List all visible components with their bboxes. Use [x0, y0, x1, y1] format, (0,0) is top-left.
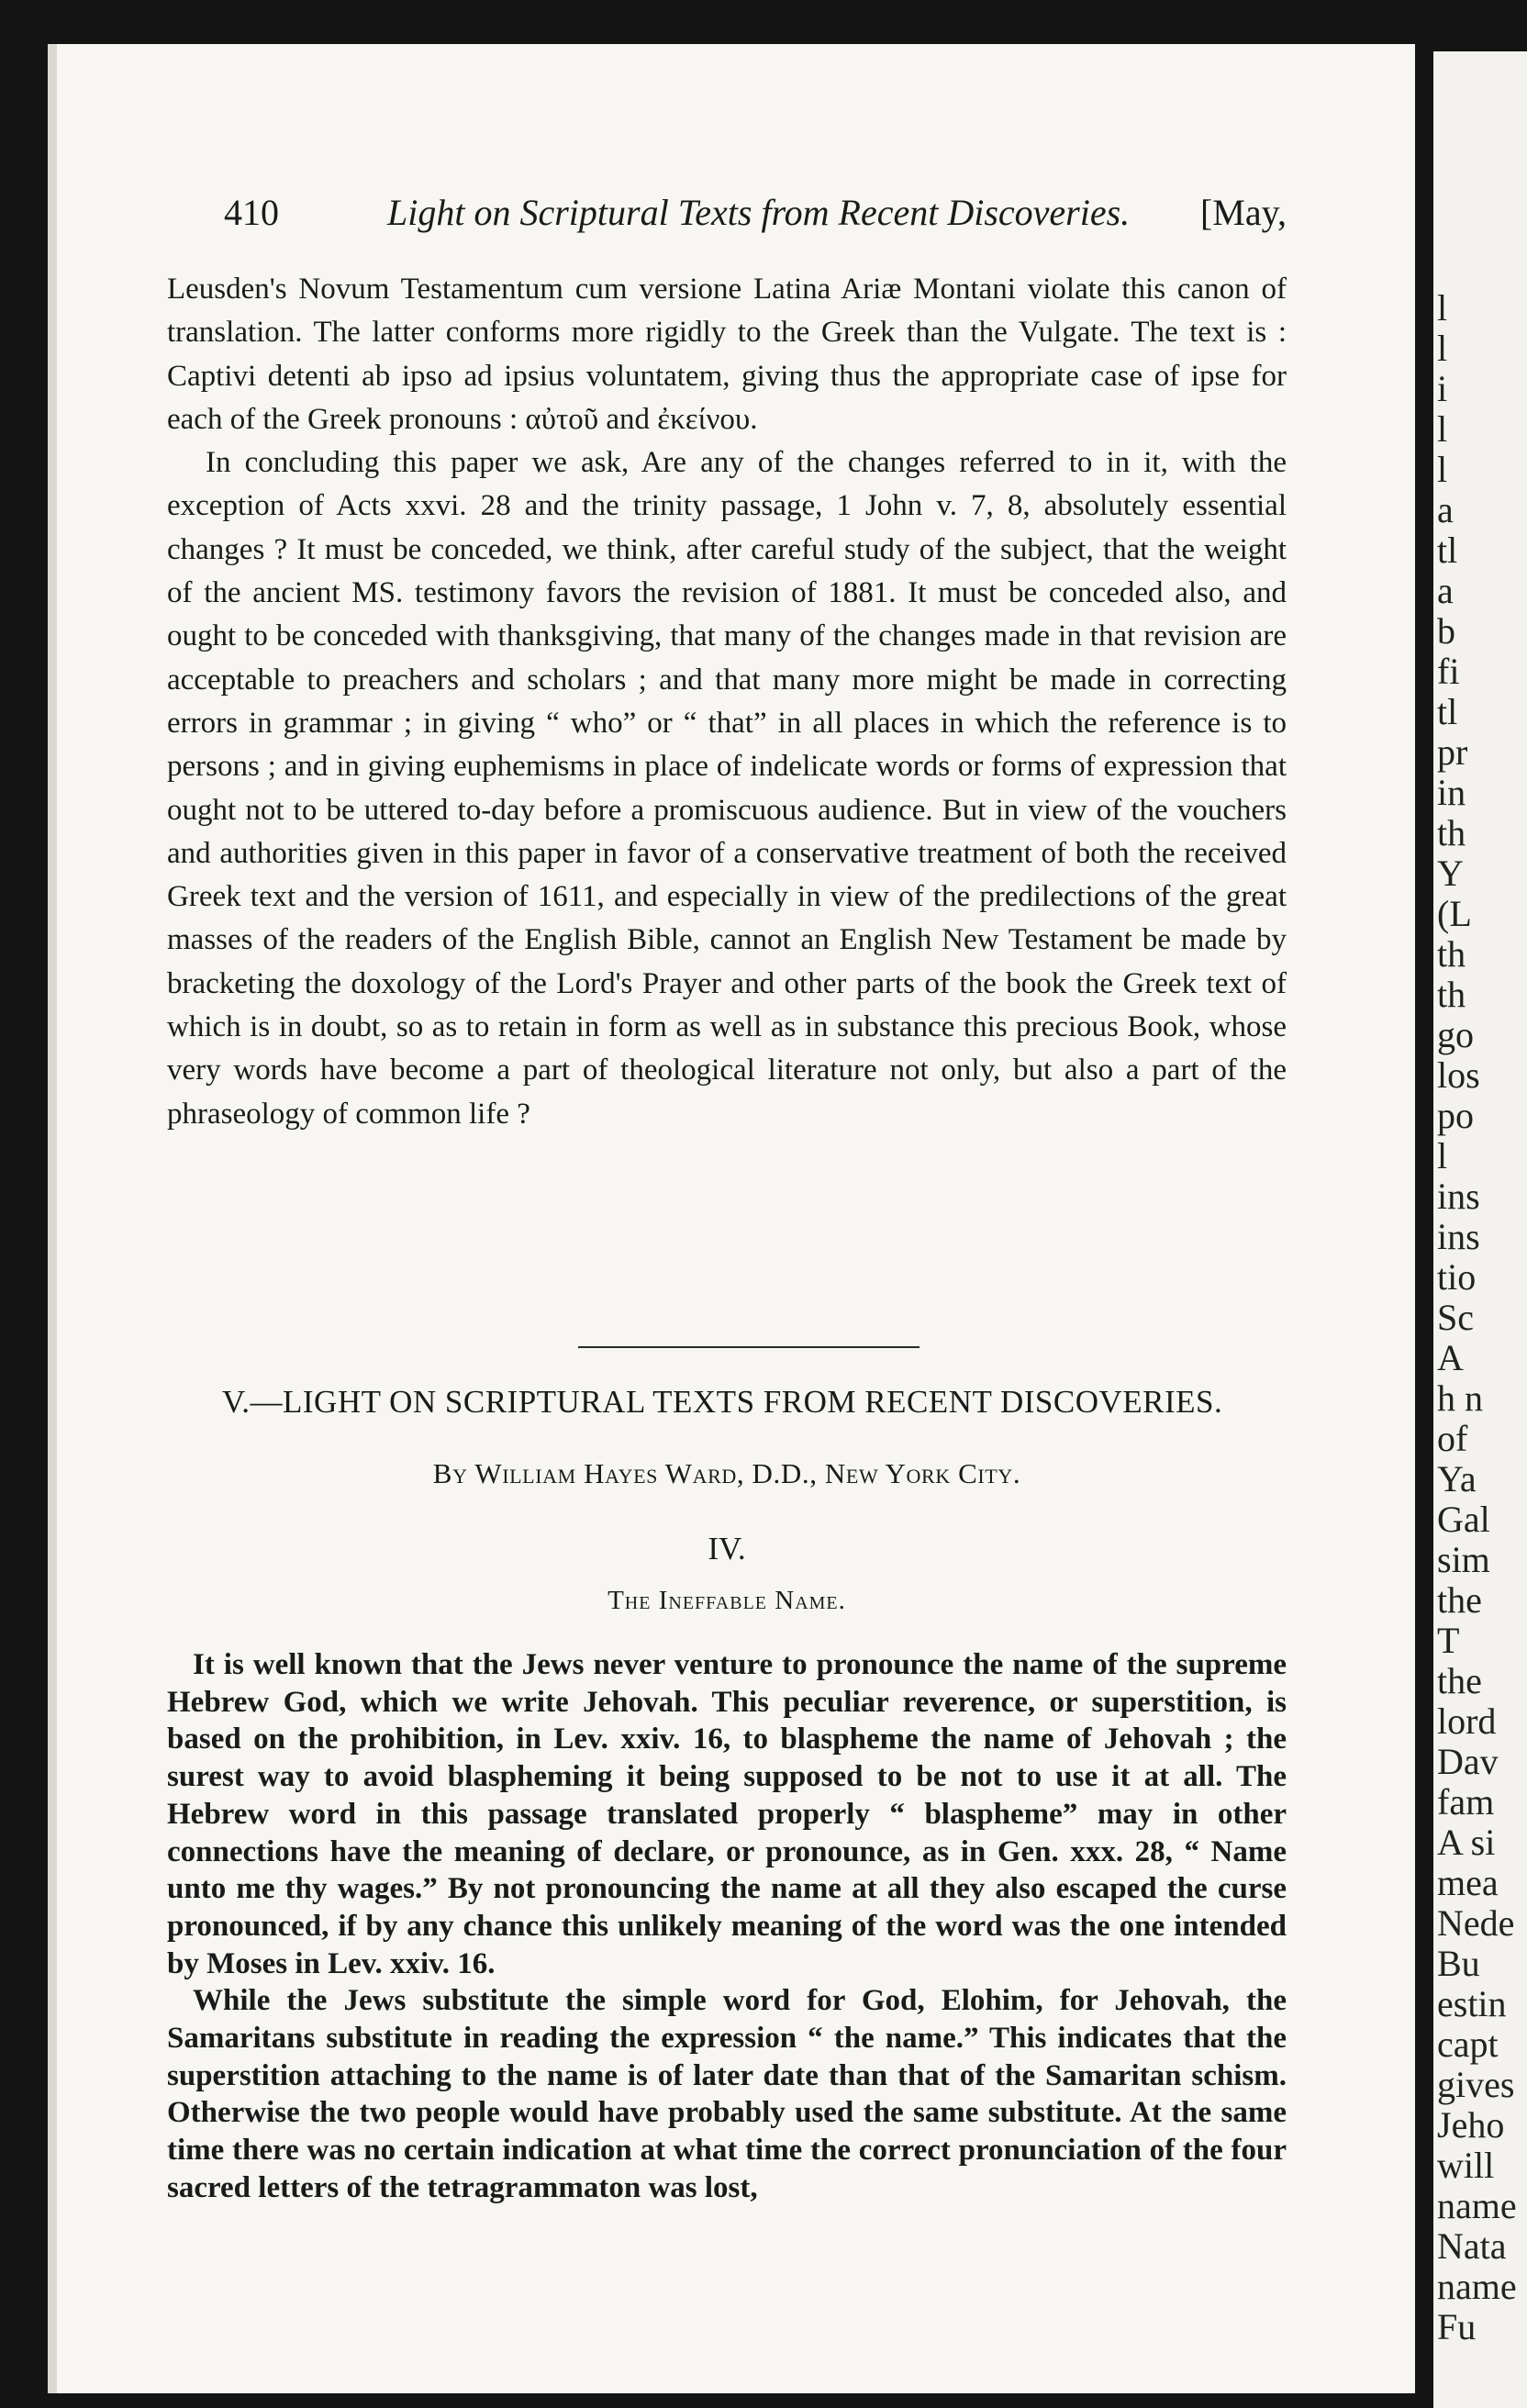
facing-page-fragment: a	[1437, 570, 1454, 611]
facing-page-fragment: l	[1437, 287, 1448, 329]
running-header	[167, 191, 1287, 246]
facing-page-fragment: sim	[1437, 1539, 1490, 1580]
facing-page-fragment: fi	[1437, 651, 1460, 692]
article-continuation	[167, 268, 1287, 1136]
body-paragraph: It is well known that the Jews never venture to pronounce the name of the supreme Hebrew God, which we write Jehovah. This peculiar reverence, or superstition, is based on the prohibition, in Lev. xxiv. 16, to blaspheme the name of Jehovah ; the surest way to avoid blaspheming it being supposed to be not to use it at all. The Hebrew word in this passage translated properly “ blaspheme” may in other connections have the meaning of declare, or pronounce, as in Gen. xxx. 28, “ Name unto me thy wages.” By not pronouncing the name at all they also escaped the curse pronounced, if by any chance this unlikely meaning of the word was the one intended by Moses in Lev. xxiv. 16.	[167, 1648, 1287, 1980]
facing-page-fragment: th	[1437, 812, 1466, 853]
page-number: 410	[224, 192, 279, 233]
facing-page-fragment: lord	[1437, 1700, 1497, 1742]
facing-page-fragment: pr	[1437, 731, 1468, 773]
facing-page-fragment: the	[1437, 1579, 1482, 1621]
facing-page-fragment: l	[1437, 328, 1448, 369]
body-paragraph: While the Jews substitute the simple word for God, Elohim, for Jehovah, the Samaritans substitute in reading the expression “ the name.” This indicates that the superstition attaching to the name is of later date than that of the Samaritan schism. Otherwise the two people would have probably used the same substitute. At the same time there was no certain indication at what time the correct pronunciation of the four sacred letters of the tetragrammaton was lost,	[167, 1984, 1287, 2204]
facing-page-fragment: Dav	[1437, 1741, 1499, 1782]
facing-page-fragment: the	[1437, 1660, 1482, 1701]
facing-page-fragment: tl	[1437, 691, 1458, 732]
facing-page-fragment: A si	[1437, 1822, 1496, 1863]
facing-page-fragment: name	[1437, 2266, 1517, 2307]
facing-page-fragment: gives	[1437, 2064, 1515, 2105]
facing-page-fragment: tio	[1437, 1256, 1477, 1298]
facing-page-fragment: name	[1437, 2185, 1517, 2226]
facing-page-edge	[1433, 51, 1527, 2408]
facing-page-fragment: mea	[1437, 1862, 1499, 1903]
facing-page-fragment: A	[1437, 1337, 1464, 1378]
facing-page-fragment: h n	[1437, 1377, 1483, 1419]
facing-page-fragment: th	[1437, 974, 1466, 1015]
article-body	[167, 1646, 1287, 2207]
part-number: IV.	[708, 1531, 746, 1566]
facing-page-fragment: Gal	[1437, 1499, 1490, 1540]
facing-page-fragment: T	[1437, 1620, 1460, 1661]
facing-page-fragment: in	[1437, 772, 1466, 813]
facing-page-fragment: will	[1437, 2145, 1495, 2186]
running-title: Light on Scriptural Texts from Recent Discoveries.	[387, 192, 1131, 233]
facing-page-fragment: estin	[1437, 1983, 1507, 2024]
body-paragraph: In concluding this paper we ask, Are any of the changes referred to in it, with the exception of Acts xxvi. 28 and the trinity passage, 1 John v. 7, 8, absolutely essential changes ? It must be conceded, we think, after careful study of the subject, that the weight of the ancient MS. testimony favors the revision of 1881. It must be conceded also, and ought to be conceded with thanksgiving, that many of the changes made in that revision are acceptable to preachers and scholars ; and that many more might be made in correcting errors in grammar ; in giving “ who” or “ that” in all places in which the reference is to persons ; and in giving euphemisms in place of indelicate words or forms of expression that ought not to be uttered to-day before a promiscuous audience. But in view of the vouchers and authorities given in this paper in favor of a conservative treatment of both the received Greek text and the version of 1611, and especially in view of the predilections of the great masses of the readers of the English Bible, cannot an English New Testament be made by bracketing the doxology of the Lord's Prayer and other parts of the book the Greek text of which is in doubt, so as to retain in form as well as in substance this precious Book, whose very words have become a part of theological literature not only, but also a part of the phraseology of common life ?	[167, 446, 1287, 1131]
facing-page-fragment: Nata	[1437, 2225, 1507, 2267]
facing-page-fragment: ins	[1437, 1216, 1480, 1257]
article-byline: By William Hayes Ward, D.D., New York City.	[432, 1457, 1021, 1489]
facing-page-fragment: go	[1437, 1014, 1474, 1055]
facing-page-fragment: a	[1437, 489, 1454, 530]
running-date: [May,	[1199, 192, 1287, 233]
facing-page-fragment: capt	[1437, 2023, 1499, 2065]
facing-page-fragment: Jeho	[1437, 2104, 1505, 2146]
facing-page-fragment: Bu	[1437, 1943, 1480, 1984]
facing-page-fragment: i	[1437, 368, 1448, 409]
facing-page-fragment: Ya	[1437, 1458, 1477, 1499]
facing-page-fragment: l	[1437, 1135, 1448, 1176]
facing-page-fragment: th	[1437, 933, 1466, 975]
facing-page-fragment: Y	[1437, 853, 1464, 894]
facing-page-fragment: b	[1437, 610, 1455, 652]
facing-page-fragment: l	[1437, 408, 1448, 450]
facing-page-fragment: tl	[1437, 530, 1458, 571]
facing-page-fragment: (L	[1437, 893, 1472, 934]
facing-page-fragment: ins	[1437, 1176, 1480, 1217]
facing-page-fragment: Fu	[1437, 2306, 1477, 2347]
section-divider	[578, 1346, 920, 1348]
facing-page-fragment: of	[1437, 1418, 1468, 1459]
facing-page-fragment: fam	[1437, 1781, 1495, 1823]
facing-page-fragment: Nede	[1437, 1902, 1515, 1944]
facing-page-fragment: Sc	[1437, 1297, 1474, 1338]
facing-page-fragment: los	[1437, 1054, 1480, 1096]
subsection-title: The Ineffable Name.	[607, 1586, 846, 1615]
facing-page-fragment: po	[1437, 1095, 1474, 1136]
article-title: V.—LIGHT ON SCRIPTURAL TEXTS FROM RECENT DISCOVERIES.	[222, 1384, 1223, 1420]
facing-page-fragment: l	[1437, 449, 1448, 490]
body-paragraph: Leusden's Novum Testamentum cum versione Latina Ariæ Montani violate this canon of translation. The latter conforms more rigidly to the Greek than the Vulgate. The text is : Captivi detenti ab ipso ad ipsius voluntatem, giving thus the appropriate case of ipse for each of the Greek pronouns : αὐτοῦ and ἐκείνου.	[167, 273, 1287, 436]
